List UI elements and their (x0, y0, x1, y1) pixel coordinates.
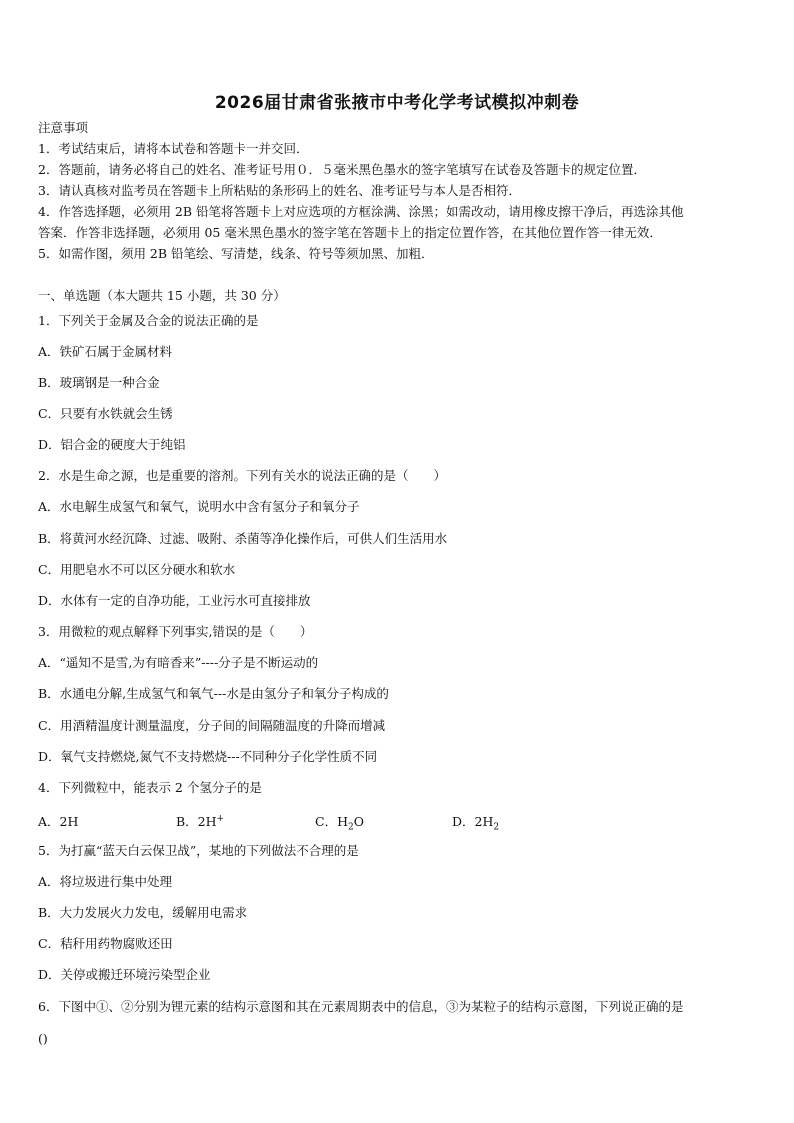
question-1-option-c: C．只要有水铁就会生锈 (38, 406, 173, 421)
question-3-option-d: D．氧气支持燃烧,氮气不支持燃烧---不同种分子化学性质不同 (38, 749, 378, 764)
notice-heading: 注意事项 (38, 120, 89, 135)
notice-item-4: 4．作答选择题，必须用 2B 铅笔将答题卡上对应选项的方框涂满、涂黑；如需改动，请用橡皮擦干净后，再选涂其他 (38, 204, 684, 219)
question-2-option-b: B．将黄河水经沉降、过滤、吸附、杀菌等净化操作后，可供人们生活用水 (38, 531, 448, 546)
question-1-option-a: A．铁矿石属于金属材料 (38, 344, 173, 359)
question-4-option-d: D．$2H_2$ (452, 814, 500, 833)
notice-item-3: 3．请认真核对监考员在答题卡上所粘贴的条形码上的姓名、准考证号与本人是否相符． (38, 183, 521, 198)
question-5-option-a: A．将垃圾进行集中处理 (38, 874, 173, 889)
question-1-option-d: D．铝合金的硬度大于纯铝 (38, 437, 186, 452)
question-5-option-d: D．关停或搬迁环境污染型企业 (38, 967, 211, 982)
question-3-option-b: B．水通电分解,生成氢气和氧气---水是由氢分子和氧分子构成的 (38, 686, 389, 701)
question-1-option-b: B．玻璃钢是一种合金 (38, 375, 160, 390)
question-4-option-c: C．$H_2O$ (315, 814, 364, 833)
section-heading: 一、单选题（本大题共 15 小题，共 30 分） (38, 288, 286, 303)
question-6-tail: () (38, 1031, 48, 1046)
question-3-option-c: C．用酒精温度计测量温度，分子间的间隔随温度的升降而增减 (38, 718, 386, 733)
question-4-option-b: B．2H+ (176, 813, 225, 829)
notice-item-4-cont: 答案．作答非选择题，必须用 05 毫米黑色墨水的签字笔在答题卡上的指定位置作答，在其他位置作答一律无效． (38, 225, 662, 240)
question-6-stem: 6．下图中①、②分别为锂元素的结构示意图和其在元素周期表中的信息，③为某粒子的结构示意图，下列说正确的是 (38, 999, 684, 1014)
question-3-stem: 3．用微粒的观点解释下列事实,错误的是（ ） (38, 624, 313, 639)
question-2-option-d: D．水体有一定的自净功能，工业污水可直接排放 (38, 593, 311, 608)
question-1-stem: 1．下列关于金属及合金的说法正确的是 (38, 313, 259, 328)
question-5-option-c: C．秸秆用药物腐败还田 (38, 936, 173, 951)
question-5-option-b: B．大力发展火力发电，缓解用电需求 (38, 905, 248, 920)
question-3-option-a: A．“遥知不是雪,为有暗香来”----分子是不断运动的 (38, 655, 319, 670)
question-5-stem: 5．为打赢“蓝天白云保卫战”，某地的下列做法不合理的是 (38, 843, 359, 858)
page-title: 2026届甘肃省张掖市中考化学考试模拟冲刺卷 (214, 93, 580, 113)
question-4-options (38, 812, 758, 833)
notice-item-5: 5．如需作图，须用 2B 铅笔绘、写清楚，线条、符号等须加黑、加粗． (38, 246, 434, 261)
notice-item-2: 2．答题前，请务必将自己的姓名、准考证号用０．５毫米黑色墨水的签字笔填写在试卷及答题卡的规定位置． (38, 162, 646, 177)
question-4-option-a: A．2H (38, 814, 79, 829)
notice-item-1: 1．考试结束后，请将本试卷和答题卡一并交回． (38, 141, 309, 156)
question-2-stem: 2．水是生命之源，也是重要的溶剂。下列有关水的说法正确的是（ ） (38, 468, 446, 483)
question-4-stem: 4．下列微粒中，能表示 2 个氢分子的是 (38, 780, 262, 795)
question-2-option-c: C．用肥皂水不可以区分硬水和软水 (38, 562, 236, 577)
question-2-option-a: A．水电解生成氢气和氧气，说明水中含有氢分子和氧分子 (38, 499, 360, 514)
